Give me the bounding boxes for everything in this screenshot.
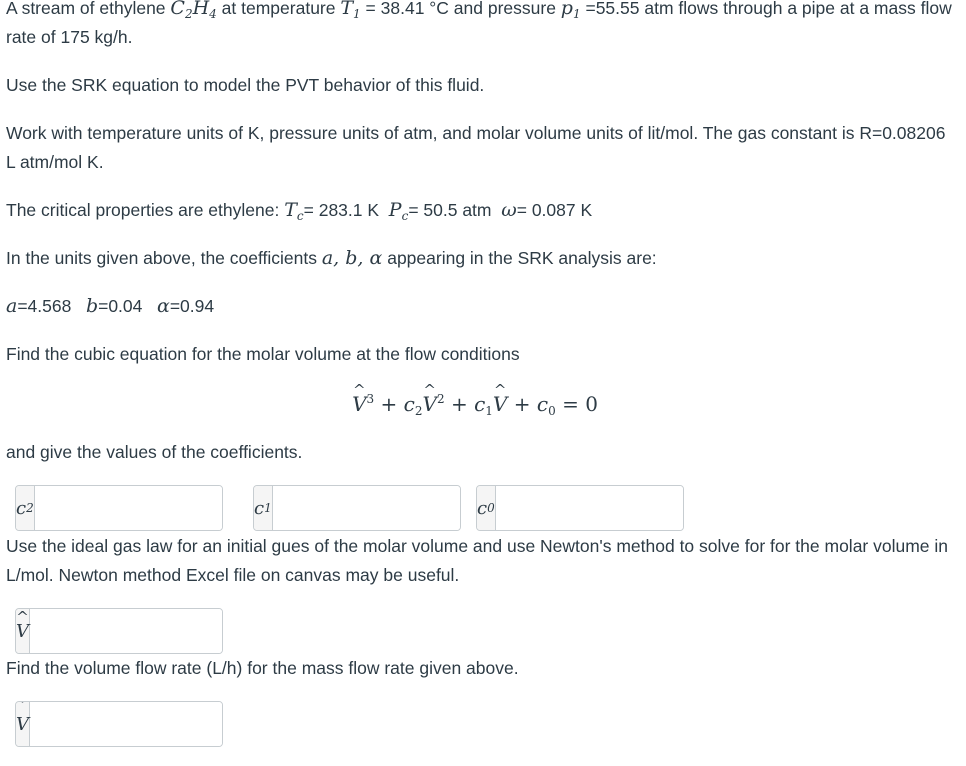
c2-label: c 2: [16, 486, 35, 530]
temp-symbol: $T_1$: [340, 0, 361, 21]
volume-flow-label: ˙ V: [16, 702, 30, 746]
c1-input[interactable]: [273, 486, 461, 530]
molar-volume-answer-group: [15, 608, 223, 654]
c0-answer-group: [476, 485, 684, 531]
c1-label: c 1: [254, 486, 273, 530]
pressure-symbol: $p_1$: [560, 0, 581, 21]
c2-input[interactable]: [35, 486, 223, 530]
volume-flow-input[interactable]: [30, 702, 223, 746]
flow-rate-instruction: Find the volume flow rate (L/h) for the mass flow rate given above.: [6, 658, 519, 678]
problem-intro: A stream of ethylene $C_2H_4$ at temperature $T_1 = 38.41$ °C and pressure $p_1 =55.55$ atm flows through a pipe at a mass flow rate of 175 kg/h.: [6, 0, 956, 52]
cubic-instruction: Find the cubic equation for the molar volume at the flow conditions: [6, 344, 520, 364]
critical-properties: The critical properties are ethylene: $T_c= 283.1$ K $P_c= 50.5$ atm ω= 0.087 K: [6, 199, 593, 223]
coefficient-values: a=4.568 b=0.04 α=0.94: [6, 295, 215, 317]
give-coefficients-instruction: and give the values of the coefficients.: [6, 442, 303, 462]
srk-instruction: Use the SRK equation to model the PVT behavior of this fluid.: [6, 75, 485, 95]
c0-input[interactable]: [496, 486, 684, 530]
units-instruction: Work with temperature units of K, pressure units of atm, and molar volume units of lit/mol. The gas constant is R=0.08206 L atm/mol K.: [6, 123, 946, 172]
c0-label: c 0: [477, 486, 496, 530]
coefficients-intro: In the units given above, the coefficients a, b, α appearing in the SRK analysis are:: [6, 247, 657, 269]
molar-volume-input[interactable]: [30, 609, 223, 653]
volume-flow-answer-group: [15, 701, 223, 747]
c2-answer-group: [15, 485, 223, 531]
formula-c: $C_2H_4$: [170, 0, 217, 21]
molar-volume-label: ^ V: [16, 609, 30, 653]
c1-answer-group: [253, 485, 461, 531]
cubic-equation: ^ $V^3$ + $c_2\^{}$ $V^2$ + $c_1\^{}$ $V + c_0 = 0$: [0, 390, 950, 420]
newton-instruction: Use the ideal gas law for an initial gues of the molar volume and use Newton's method to solve for for the molar volume in L/mol. Newton method Excel file on canvas may be useful.: [6, 536, 949, 585]
